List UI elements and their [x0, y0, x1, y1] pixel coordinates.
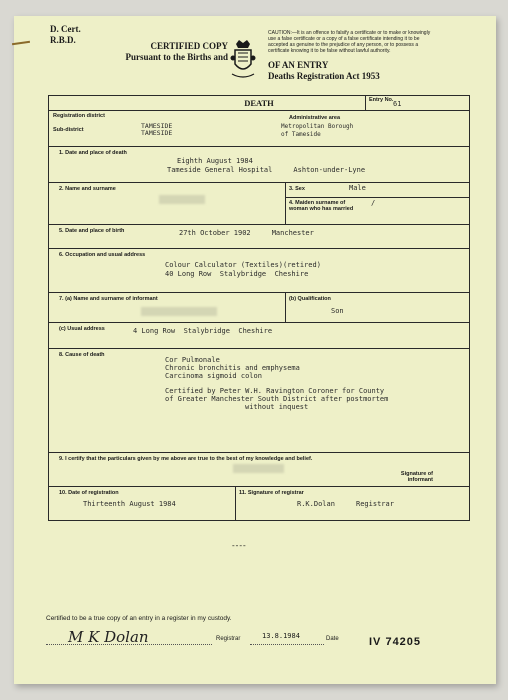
sex-divider: [285, 183, 286, 224]
occupation-row: [49, 248, 469, 292]
field-6-line-2: 40 Long Row Stalybridge Cheshire: [165, 270, 309, 278]
field-6-label: 6. Occupation and usual address: [59, 252, 146, 258]
registrar-label: Registrar: [216, 636, 241, 642]
cause-of-death-row: [49, 348, 469, 452]
registrar-handwritten-signature: M K Dolan: [68, 628, 149, 646]
certification-row: [49, 452, 469, 486]
date-place-death-row: [49, 146, 469, 182]
field-1-line-1: Eighth August 1984: [177, 157, 253, 165]
maiden-divider: [285, 197, 469, 198]
registration-row: [49, 110, 469, 146]
field-10-label: 10. Date of registration: [59, 490, 119, 496]
field-8-label: 8. Cause of death: [59, 352, 105, 358]
field-5-value: 27th October 1902 Manchester: [179, 229, 314, 237]
sub-district-label: Sub-district: [53, 127, 84, 133]
cause-line-4: Certified by Peter W.H. Ravington Coroner for County: [165, 387, 385, 395]
entry-divider: [365, 96, 366, 110]
field-11-label: 11. Signature of registrar: [239, 490, 304, 496]
certified-copy-text: CERTIFIED COPY: [150, 41, 228, 51]
pursuant-text: Pursuant to the Births and: [125, 52, 228, 62]
usual-address-row: [49, 322, 469, 348]
informant-row: [49, 292, 469, 322]
form-title: DEATH: [244, 98, 274, 108]
field-6-line-1: Colour Calculator (Textiles)(retired): [165, 261, 321, 269]
field-3-label: 3. Sex: [289, 186, 305, 192]
signature-line: [46, 644, 212, 645]
cause-line-3: Carcinoma sigmoid colon: [165, 372, 262, 380]
field-7b-label: (b) Qualification: [289, 296, 331, 302]
field-7a-value: [141, 307, 217, 316]
field-5-label: 5. Date and place of birth: [59, 228, 125, 234]
field-3-value: Male: [349, 184, 366, 192]
of-an-entry-text: OF AN ENTRY: [268, 60, 329, 70]
informant-signature-redacted: [233, 464, 284, 473]
field-2-value: [159, 195, 205, 204]
cause-line-2: Chronic bronchitis and emphysema: [165, 364, 300, 372]
field-7c-label: (c) Usual address: [59, 326, 105, 332]
field-1-label: 1. Date and place of death: [59, 150, 127, 156]
cause-line-5: of Greater Manchester South District after postmortem: [165, 395, 389, 403]
registration-date-row: [49, 486, 469, 521]
certified-date-value: 13.8.1984: [262, 632, 300, 640]
registrar-divider: [235, 487, 236, 521]
field-9-label: 9. I certify that the particulars given by me above are true to the best of my knowledge and belief.: [59, 456, 313, 462]
entry-label: Entry No.: [369, 97, 394, 103]
field-11-value: R.K.Dolan Registrar: [297, 500, 394, 508]
administrative-area-label: Administrative area: [289, 115, 341, 121]
separator-dashes: ----: [232, 541, 247, 550]
signature-of-informant-label: Signature of informant: [400, 471, 433, 483]
death-entry-form: [48, 95, 470, 521]
cause-line-1: Cor Pulmonale: [165, 356, 220, 364]
administrative-area-1: Metropolitan Borough: [281, 123, 354, 130]
date-line: [250, 644, 324, 645]
field-2-label: 2. Name and surname: [59, 186, 116, 192]
date-label: Date: [326, 636, 339, 642]
royal-crest-icon: [228, 38, 258, 82]
of-an-entry-heading: [268, 60, 380, 82]
birth-row: [49, 224, 469, 248]
form-code: [50, 24, 81, 46]
informant-redacted: [141, 307, 217, 316]
certified-true-copy-text: Certified to be a true copy of an entry in a register in my custody.: [46, 615, 232, 622]
certificate-serial-number: IV 74205: [369, 636, 422, 648]
field-7c-value: 4 Long Row Stalybridge Cheshire: [133, 327, 273, 335]
registration-district-label: Registration district: [53, 113, 105, 119]
caution-notice: CAUTION:—It is an offence to falsify a certificate or to make or knowingly use a false certificate or a copy of a false certificate intending it to be accepted as genuine to the prejudice of any person, or to possess a certificate knowing it to be false without lawful authority.: [268, 30, 431, 54]
cause-line-6: without inquest: [245, 403, 309, 411]
certified-copy-heading: [88, 41, 228, 63]
field-7b-value: Son: [331, 307, 344, 315]
field-9-signature: [233, 464, 284, 473]
field-4-label: 4. Maiden surname of woman who has married: [289, 200, 354, 212]
qualification-divider: [285, 293, 286, 322]
field-7a-label: 7. (a) Name and surname of informant: [59, 296, 158, 302]
field-10-value: Thirteenth August 1984: [83, 500, 176, 508]
name-redacted: [159, 195, 205, 204]
maiden-slash: /: [371, 199, 376, 207]
administrative-area-2: of Tameside: [281, 131, 321, 138]
dcert-text: D. Cert.: [50, 24, 81, 34]
field-1-line-2: Tameside General Hospital Ashton-under-Lyne: [167, 166, 366, 174]
deaths-act-text: Deaths Registration Act 1953: [268, 71, 380, 81]
sub-district-value: TAMESIDE: [141, 129, 173, 137]
entry-number: 61: [393, 100, 402, 108]
registration-district-value: TAMESIDE: [141, 122, 173, 130]
name-sex-row: [49, 182, 469, 224]
rbd-text: R.B.D.: [50, 35, 76, 45]
